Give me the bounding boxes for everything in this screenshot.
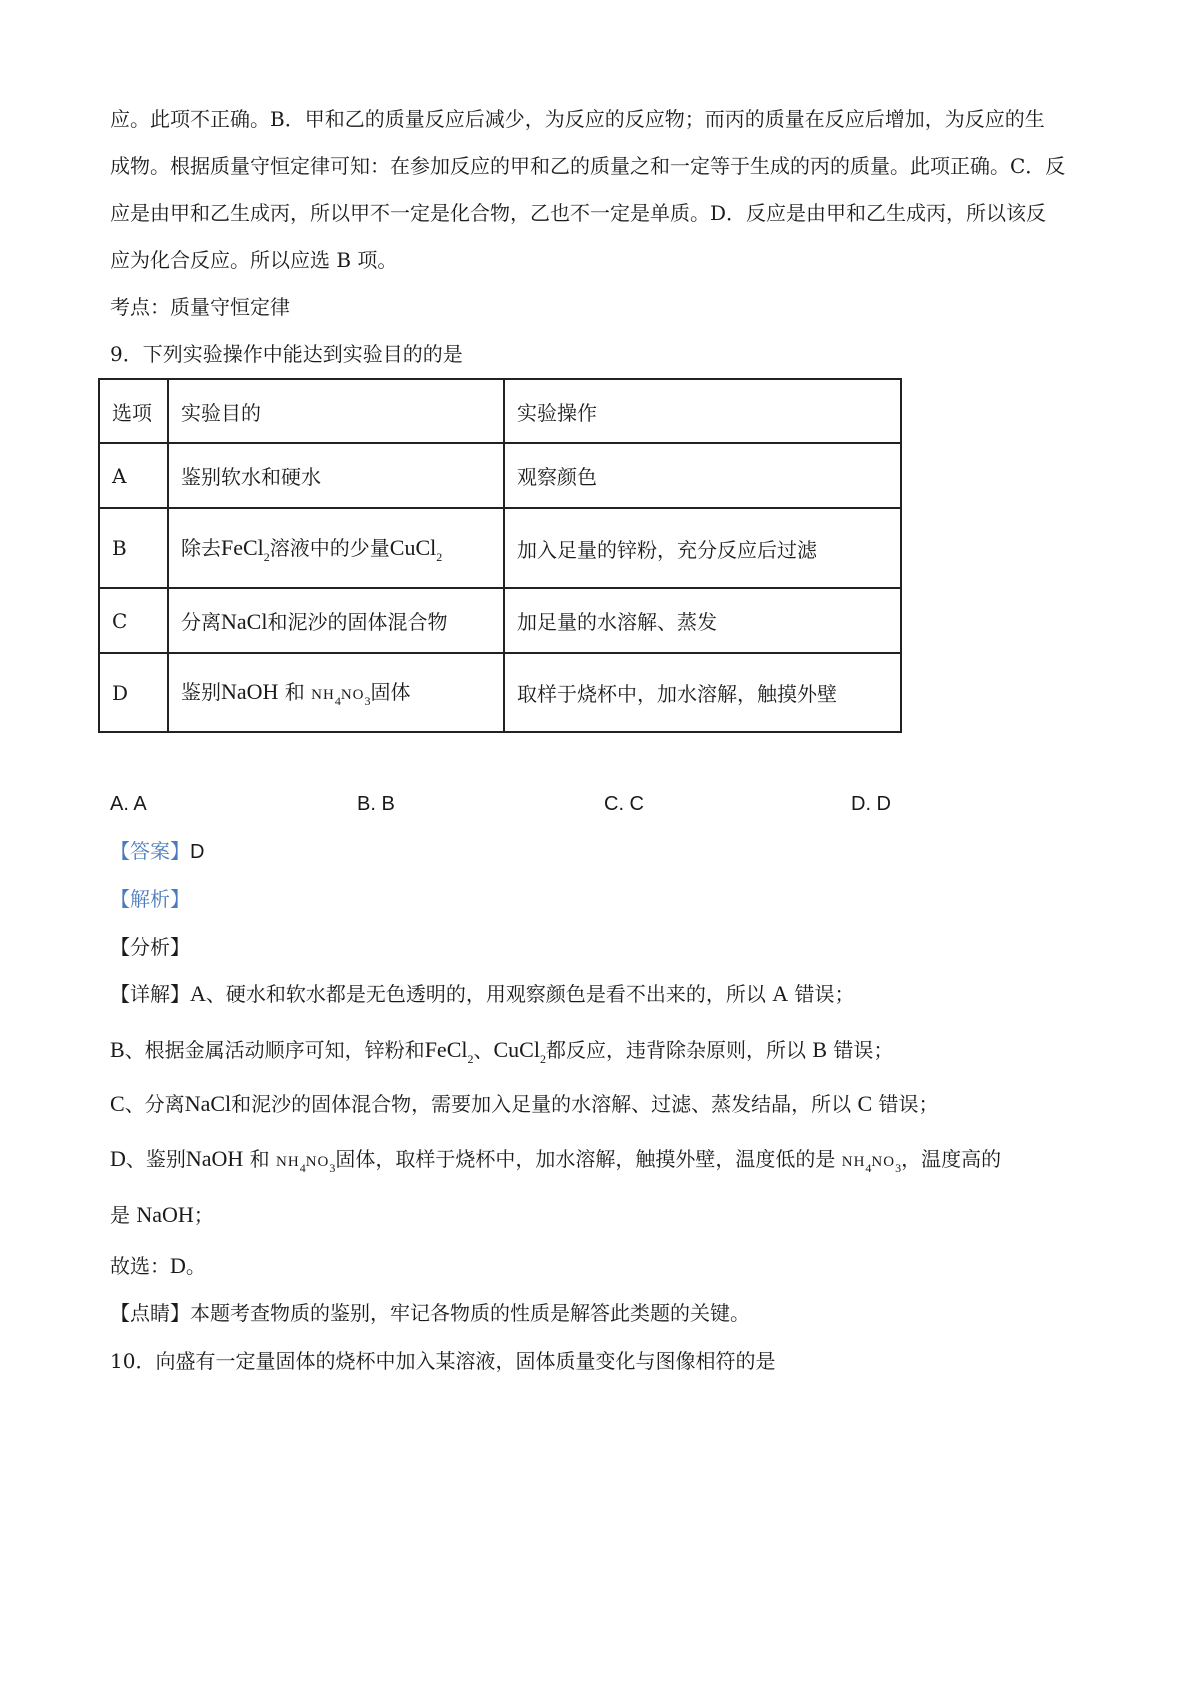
text-segment: 故选： xyxy=(110,1254,170,1278)
intro-line xyxy=(110,190,1102,237)
row-operation: 加入足量的锌粉，充分反应后过滤 xyxy=(504,508,901,588)
table-row xyxy=(99,588,901,653)
row-option: B xyxy=(99,508,168,588)
question-10-stem: 10．向盛有一定量固体的烧杯中加入某溶液，固体质量变化与图像相符的是 xyxy=(110,1349,776,1373)
subscript-text: 3 xyxy=(364,694,371,708)
text-segment: 应为化合反应。所以应选 B 项。 xyxy=(110,248,398,272)
subscript-text: 3 xyxy=(895,1161,902,1175)
text-segment: 鉴别软水和硬水 xyxy=(181,465,321,489)
intro-line xyxy=(110,237,1102,284)
text-segment: 都反应，违背除杂原则，所以 xyxy=(545,1038,813,1062)
intro-paragraph xyxy=(110,96,1102,284)
detail-line xyxy=(110,1199,1102,1231)
text-segment: FeCl xyxy=(221,534,264,560)
text-segment: 是 xyxy=(110,1203,137,1227)
text-segment: B xyxy=(812,1037,827,1062)
comment-line: 【点睛】本题考查物质的鉴别，牢记各物质的性质是解答此类题的关键。 xyxy=(110,1301,750,1325)
conclusion-line xyxy=(110,1250,1102,1282)
table-row xyxy=(99,653,901,732)
intro-line xyxy=(110,143,1102,190)
subscript-text: 2 xyxy=(467,1052,474,1066)
text-segment: NO xyxy=(305,1154,330,1170)
option-c: C. C xyxy=(604,793,644,815)
text-segment: ，温度高的 xyxy=(901,1147,1002,1171)
answer-value: D xyxy=(190,841,205,863)
text-segment: NH xyxy=(311,687,335,703)
text-segment: NaOH xyxy=(136,1202,194,1227)
text-segment: ； xyxy=(193,1203,214,1227)
subscript-text: 4 xyxy=(334,694,341,708)
table-row xyxy=(99,508,901,588)
analysis-label: 【解析】 xyxy=(110,887,190,911)
option-a: A. A xyxy=(110,793,147,815)
text-segment: NaOH xyxy=(221,679,279,704)
text-segment: CuCl xyxy=(389,534,437,560)
text-segment: 和泥沙的固体混合物，需要加入足量的水溶解、过滤、蒸发结晶，所以 xyxy=(231,1092,858,1116)
text-segment: NO xyxy=(871,1154,896,1170)
text-segment: NaCl xyxy=(221,609,268,634)
subscript-text: 2 xyxy=(263,549,270,564)
text-segment: 应是由甲和乙生成丙，所以甲不一定是化合物，乙也不一定是单质。D．反应是由甲和乙生成丙，所以该反 xyxy=(110,201,1047,225)
text-segment: NO xyxy=(340,687,365,703)
text-segment: NH xyxy=(276,1154,300,1170)
text-segment: 、鉴别 xyxy=(125,1147,186,1171)
text-segment: NaCl xyxy=(184,1091,232,1116)
option-b: B. B xyxy=(357,793,395,815)
row-purpose xyxy=(168,443,504,508)
subscript-text: 3 xyxy=(329,1161,336,1175)
row-option: A xyxy=(99,443,168,508)
text-segment: 除去 xyxy=(181,535,221,560)
kaodian-line: 考点：质量守恒定律 xyxy=(110,295,290,319)
text-segment: C xyxy=(857,1091,873,1116)
header-operation: 实验操作 xyxy=(504,379,901,443)
row-purpose xyxy=(168,508,504,588)
text-segment: 分离 xyxy=(181,610,221,634)
text-segment: 和 xyxy=(278,680,312,704)
fenxi-label: 【分析】 xyxy=(110,935,190,959)
text-segment: C xyxy=(110,1091,125,1116)
table-row xyxy=(99,443,901,508)
subscript-text: 4 xyxy=(865,1161,872,1175)
text-segment: NH xyxy=(841,1154,866,1170)
intro-line xyxy=(110,96,1102,143)
text-segment: A xyxy=(772,981,789,1006)
text-segment: 鉴别 xyxy=(181,680,221,704)
text-segment: B xyxy=(110,1037,125,1062)
row-operation: 加足量的水溶解、蒸发 xyxy=(504,588,901,653)
table-header-row xyxy=(99,379,901,443)
text-segment: 、根据金属活动顺序可知，锌粉和 xyxy=(124,1038,425,1062)
text-segment: 【详解】 xyxy=(110,982,190,1006)
header-purpose: 实验目的 xyxy=(168,379,504,443)
text-segment: FeCl xyxy=(424,1037,468,1062)
row-operation: 观察颜色 xyxy=(504,443,901,508)
row-option: C xyxy=(99,588,168,653)
experiment-table xyxy=(98,378,902,733)
text-segment: 成物。根据质量守恒定律可知：在参加反应的甲和乙的质量之和一定等于生成的丙的质量。此项正确。C．反 xyxy=(110,154,1066,178)
text-segment: 和泥沙的固体混合物 xyxy=(267,610,448,634)
text-segment: 溶液中的少量 xyxy=(269,535,390,560)
text-segment: A xyxy=(190,981,206,1006)
row-operation: 取样于烧杯中，加水溶解，触摸外壁 xyxy=(504,653,901,732)
text-segment: 、 xyxy=(473,1038,494,1062)
detail-line xyxy=(110,1034,1102,1075)
header-option: 选项 xyxy=(99,379,168,443)
text-segment: 。 xyxy=(185,1254,206,1278)
text-segment: 错误； xyxy=(872,1092,939,1116)
text-segment: 和 xyxy=(243,1147,277,1171)
text-segment: NaOH xyxy=(185,1146,244,1171)
text-segment: D xyxy=(110,1146,126,1171)
row-purpose xyxy=(168,588,504,653)
text-segment: 、硬水和软水都是无色透明的，用观察颜色是看不出来的，所以 xyxy=(205,982,773,1006)
answer-label: 【答案】 xyxy=(110,839,190,863)
text-segment: 固体，取样于烧杯中，加水溶解，触摸外壁，温度低的是 xyxy=(335,1147,842,1171)
detail-line xyxy=(110,978,1102,1010)
text-segment: 、分离 xyxy=(124,1092,185,1116)
text-segment: 错误； xyxy=(827,1038,894,1062)
row-option: D xyxy=(99,653,168,732)
text-segment: 固体 xyxy=(370,680,411,704)
subscript-text: 4 xyxy=(299,1161,306,1175)
detail-line xyxy=(110,1088,1102,1120)
answer-line xyxy=(110,835,1102,868)
text-segment: 应。此项不正确。B．甲和乙的质量反应后减少，为反应的反应物；而丙的质量在反应后增加，为反应的生 xyxy=(110,107,1045,131)
detail-line xyxy=(110,1143,1102,1184)
text-segment: 错误； xyxy=(788,982,855,1006)
text-segment: CuCl xyxy=(493,1037,540,1062)
subscript-text: 2 xyxy=(539,1052,546,1066)
text-segment: D xyxy=(170,1253,186,1278)
question-9-stem: 9．下列实验操作中能达到实验目的的是 xyxy=(110,342,463,366)
row-purpose xyxy=(168,653,504,732)
option-d: D. D xyxy=(851,793,891,815)
subscript-text: 2 xyxy=(436,549,443,564)
